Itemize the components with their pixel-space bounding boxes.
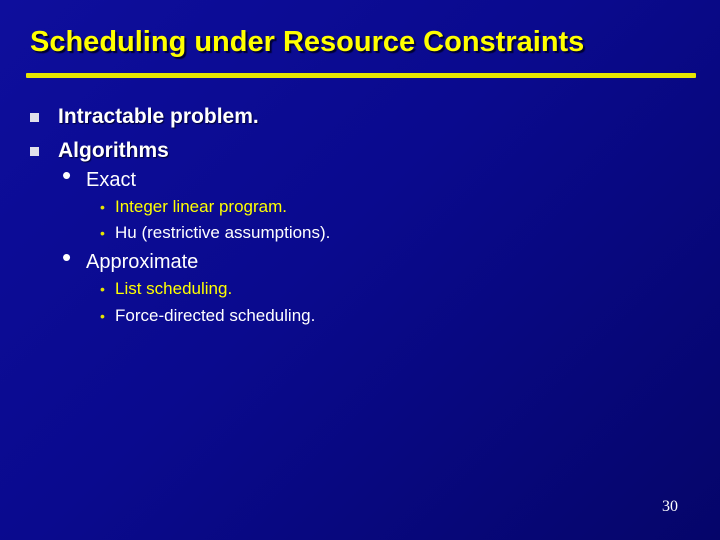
round-bullet-icon: • (62, 160, 72, 190)
sub-sub-bullet-text: Force-directed scheduling. (115, 306, 316, 325)
round-bullet-icon: • (100, 199, 105, 215)
round-bullet-icon: • (100, 308, 105, 324)
page-number: 30 (662, 498, 678, 515)
title-underline (26, 73, 696, 78)
sub-sub-bullet-text: Hu (restrictive assumptions). (115, 223, 331, 242)
sub-bullet-text: Exact (86, 169, 137, 191)
square-bullet-icon (30, 147, 39, 156)
slide-title: Scheduling under Resource Constraints (30, 26, 585, 58)
square-bullet-icon (30, 113, 39, 122)
bullet-text: Intractable problem. (58, 105, 259, 128)
sub-bullet-text: Approximate (86, 251, 199, 273)
round-bullet-icon: • (100, 281, 105, 297)
bullet-text: Algorithms (58, 139, 169, 162)
sub-sub-bullet-text: Integer linear program. (115, 197, 287, 216)
sub-sub-bullet-text: List scheduling. (115, 279, 233, 298)
round-bullet-icon: • (62, 242, 72, 272)
round-bullet-icon: • (100, 225, 105, 241)
